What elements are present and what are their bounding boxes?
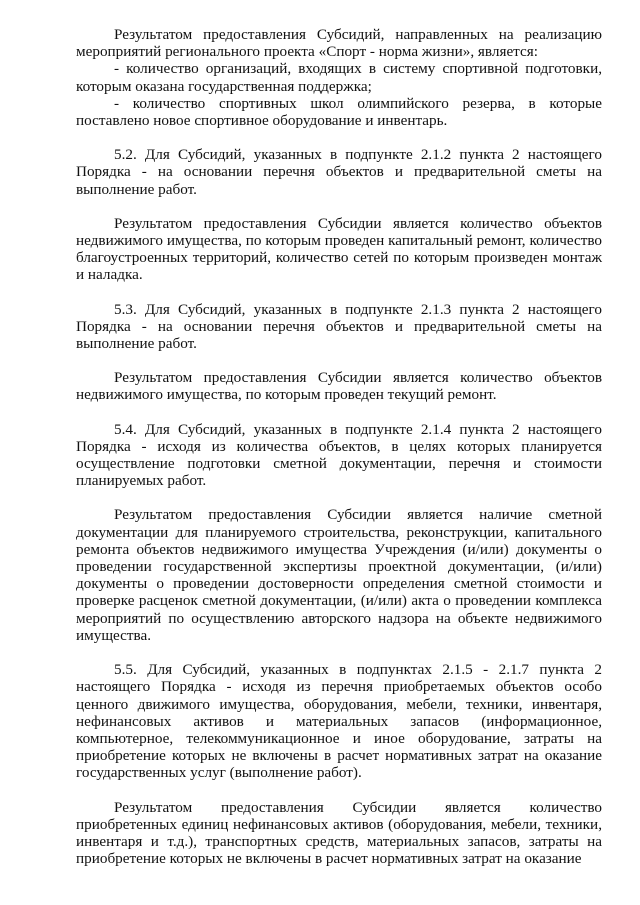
paragraph-spacer — [76, 129, 602, 146]
document-page — [76, 26, 602, 867]
paragraph-spacer — [76, 489, 602, 506]
section-5-4: 5.4. Для Субсидий, указанных в подпункте 2.1.4 пункта 2 настоящего Порядка - исходя из количества объектов, в целях которых планируется осуществление подготовки сметной документации, перечня и стоимости планируемых работ. — [76, 420, 602, 490]
paragraph-spacer — [76, 644, 602, 661]
section-5-3: 5.3. Для Субсидий, указанных в подпункте 2.1.3 пункта 2 настоящего Порядка - на основании перечня объектов и предварительной сметы на выполнение работ. — [76, 300, 602, 353]
paragraph-spacer — [76, 782, 602, 799]
section-5-2-result: Результатом предоставления Субсидии является количество объектов недвижимого имущества, по которым проведен капитальный ремонт, количество благоустроенных территорий, количество сетей по которым произведен монтаж и наладка. — [76, 214, 602, 284]
section-5-5-result: Результатом предоставления Субсидии является количество приобретенных единиц нефинансовых активов (оборудования, мебели, техники, инвентаря и т.д.), транспортных средств, материальных запасов, затраты на приобретение которых не включены в расчет нормативных затрат на оказание — [76, 798, 602, 868]
paragraph-spacer — [76, 284, 602, 301]
section-5-4-result: Результатом предоставления Субсидии является наличие сметной документации для планируемого строительства, реконструкции, капитального ремонта объектов недвижимого имущества Учреждения (и/или) документы о проведении государственной экспертизы проектной документации, (и/или) документы о проведении достоверности определения сметной стоимости и проверке расценок сметной документации, (и/или) акта о проведении комплекса мероприятий по осуществлению авторского надзора на объекте недвижимого имущества. — [76, 506, 602, 644]
paragraph-spacer — [76, 352, 602, 369]
paragraph-spacer — [76, 404, 602, 421]
list-item-sport-schools: - количество спортивных школ олимпийского резерва, в которые поставлено новое спортивное оборудование и инвентарь. — [76, 94, 602, 130]
section-5-5: 5.5. Для Субсидий, указанных в подпунктах 2.1.5 - 2.1.7 пункта 2 настоящего Порядка - исходя из перечня приобретаемых объектов особо ценного движимого имущества, оборудования, мебели, техники, инвентаря, нефинансовых активов и материальных запасов (информационное, компьютерное, телекоммуникационное и иное оборудование, затраты на приобретение которых не включены в расчет нормативных затрат на оказание государственных услуг (выполнение работ). — [76, 661, 602, 782]
section-5-2: 5.2. Для Субсидий, указанных в подпункте 2.1.2 пункта 2 настоящего Порядка - на основании перечня объектов и предварительной сметы на выполнение работ. — [76, 146, 602, 198]
list-item-organizations: - количество организаций, входящих в систему спортивной подготовки, которым оказана государственная поддержка; — [76, 60, 602, 95]
section-5-3-result: Результатом предоставления Субсидии является количество объектов недвижимого имущества, по которым проведен текущий ремонт. — [76, 369, 602, 404]
paragraph-spacer — [76, 198, 602, 215]
paragraph-result-sport-project: Результатом предоставления Субсидий, направленных на реализацию мероприятий регионального проекта «Спорт - норма жизни», является: — [76, 26, 602, 61]
